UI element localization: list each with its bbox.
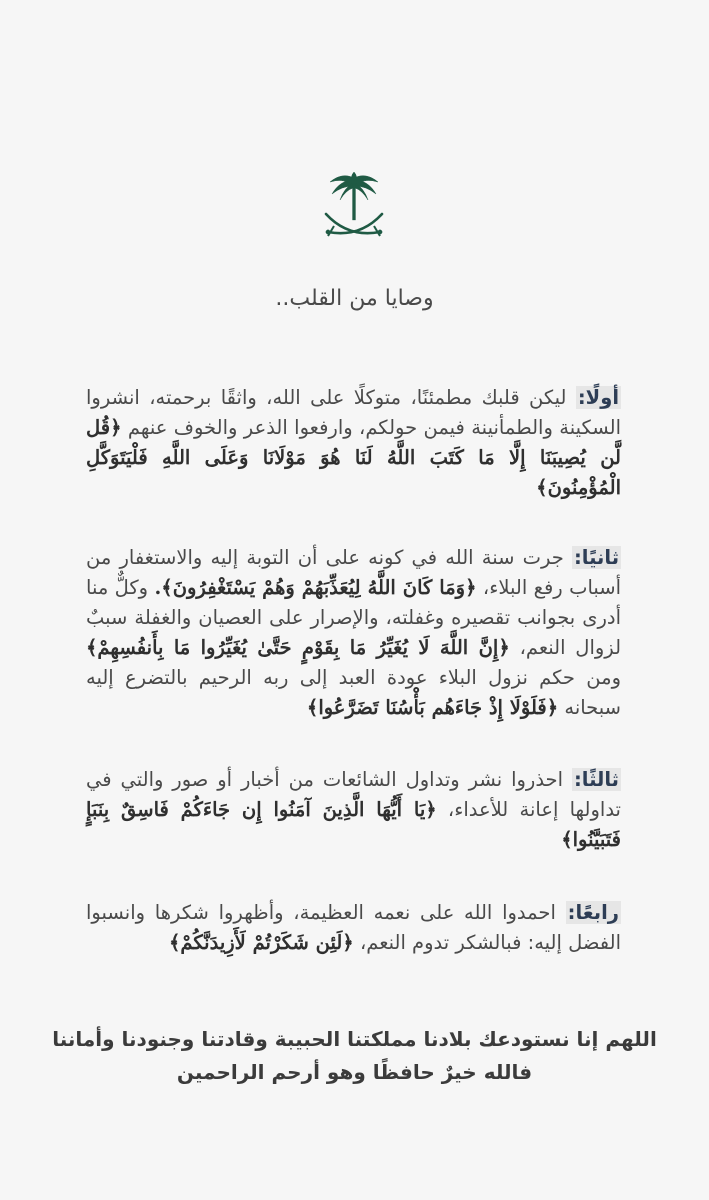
quran-verse: ﴿يَا أَيُّهَا الَّذِينَ آمَنُوا إِن جَاءَكُمْ فَاسِقٌ بِنَبَإٍ فَتَبَيَّنُوا﴾	[86, 798, 621, 851]
section-body: احذروا نشر وتداول الشائعات من أخبار أو صور والتي في تداولها إعانة للأعداء،	[86, 768, 621, 821]
prayer-line: اللهم إنا نستودعك بلادنا مملكتنا الحبيبة وقادتنا وجنودنا وأماننا	[52, 1027, 657, 1051]
section-body-continued: ومن حكم نزول البلاء عودة العبد إلى ربه الرحيم بالتضرع إليه سبحانه	[86, 666, 621, 719]
closing-prayer	[0, 1023, 709, 1089]
section-label: ثانيًا:	[573, 546, 620, 569]
advice-section-3	[86, 765, 621, 855]
section-label: رابعًا:	[567, 901, 619, 924]
section-body-continued: وكلٌّ منا أدرى بجوانب تقصيره وغفلته، والإصرار على العصيان والغفلة سببٌ لزوال النعم،	[86, 576, 622, 659]
section-body: جرت سنة الله في كونه على أن التوبة إليه والاستغفار من أسباب رفع البلاء،	[86, 546, 622, 599]
quran-verse: ﴿لَئِن شَكَرْتُمْ لَأَزِيدَنَّكُمْ﴾	[168, 931, 354, 954]
section-body: احمدوا الله على نعمه العظيمة، وأظهروا شكرها وانسبوا الفضل إليه: فبالشكر تدوم النعم،	[86, 901, 621, 954]
quran-verse: ﴿فَلَوْلَا إِذْ جَاءَهُم بَأْسُنَا تَضَرَّعُوا﴾	[306, 696, 559, 719]
page-title: وصايا من القلب..	[275, 286, 434, 311]
section-body: ليكن قلبك مطمئنًا، متوكلًا على الله، واثقًا برحمته، انشروا السكينة والطمأنينة فيمن حولكم، وارفعوا الذعر والخوف عنهم	[86, 386, 621, 439]
advice-section-4	[86, 898, 621, 958]
quran-verse: ﴿قُل لَّن يُصِيبَنَا إِلَّا مَا كَتَبَ اللَّهُ لَنَا هُوَ مَوْلَانَا وَعَلَى اللَّهِ فَلْيَتَوَكَّلِ الْمُؤْمِنُونَ﴾	[86, 416, 621, 499]
section-label: ثالثًا:	[573, 768, 619, 791]
quran-verse: ﴿إِنَّ اللَّهَ لَا يُغَيِّرُ مَا بِقَوْمٍ حَتَّىٰ يُغَيِّرُوا مَا بِأَنفُسِهِمْ﴾	[86, 636, 510, 659]
prayer-line: فالله خيرٌ حافظًا وهو أرحم الراحمين	[176, 1060, 533, 1084]
section-label: أولًا:	[577, 386, 619, 409]
advice-section-1	[86, 383, 621, 503]
advice-section-2	[86, 543, 621, 723]
quran-verse: ﴿وَمَا كَانَ اللَّهُ لِيُعَذِّبَهُمْ وَهُمْ يَسْتَغْفِرُونَ﴾.	[154, 576, 477, 599]
palm-swords-emblem-icon	[318, 168, 390, 248]
